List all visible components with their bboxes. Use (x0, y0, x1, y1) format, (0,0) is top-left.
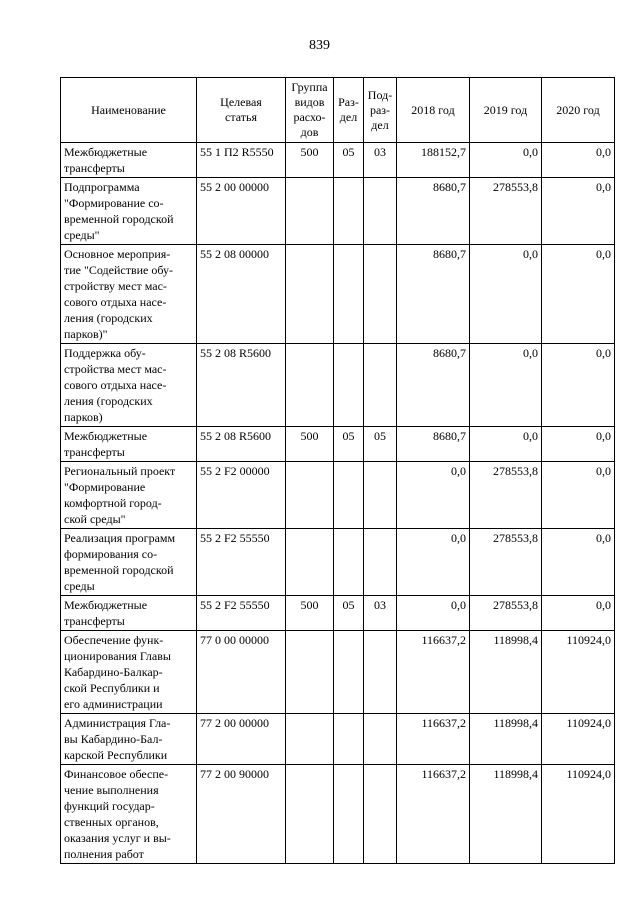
table-row (61, 765, 615, 864)
row-expense-group (286, 178, 334, 245)
row-name: Поддержка обу- стройства мест мас- сового отдыха насе- ления (городских парков) (61, 344, 197, 427)
table-row (61, 596, 615, 631)
row-target-article: 55 2 F2 55550 (197, 596, 286, 631)
row-section (334, 245, 364, 344)
row-subsection (364, 529, 397, 596)
row-value-2020: 0,0 (542, 344, 615, 427)
header-subsection: Под- раз- дел (364, 78, 397, 143)
row-section (334, 178, 364, 245)
row-expense-group (286, 714, 334, 765)
row-name: Межбюджетные трансферты (61, 596, 197, 631)
row-value-2018: 116637,2 (397, 631, 470, 714)
row-name: Основное мероприя- тие "Содействие обу- стройству мест мас- сового отдыха насе- ления (городских парков)" (61, 245, 197, 344)
row-subsection (364, 462, 397, 529)
table-body (61, 143, 615, 864)
row-value-2020: 0,0 (542, 529, 615, 596)
row-value-2019: 0,0 (470, 344, 542, 427)
row-section (334, 765, 364, 864)
row-expense-group (286, 462, 334, 529)
row-value-2018: 8680,7 (397, 344, 470, 427)
row-expense-group (286, 344, 334, 427)
header-name: Наименование (61, 78, 197, 143)
row-section (334, 344, 364, 427)
row-value-2019: 118998,4 (470, 714, 542, 765)
row-section: 05 (334, 427, 364, 462)
row-target-article: 55 2 08 R5600 (197, 427, 286, 462)
row-expense-group (286, 245, 334, 344)
row-subsection (364, 245, 397, 344)
budget-table (60, 77, 615, 864)
row-target-article: 55 2 08 R5600 (197, 344, 286, 427)
row-value-2020: 0,0 (542, 596, 615, 631)
row-target-article: 55 2 F2 00000 (197, 462, 286, 529)
table-row (61, 344, 615, 427)
page-number: 839 (309, 38, 330, 53)
row-target-article: 77 0 00 00000 (197, 631, 286, 714)
row-value-2018: 188152,7 (397, 143, 470, 178)
row-value-2020: 110924,0 (542, 765, 615, 864)
table-row (61, 714, 615, 765)
row-value-2018: 0,0 (397, 462, 470, 529)
table-row (61, 427, 615, 462)
row-expense-group: 500 (286, 143, 334, 178)
row-subsection (364, 178, 397, 245)
table-row (61, 462, 615, 529)
row-target-article: 77 2 00 00000 (197, 714, 286, 765)
header-section: Раз- дел (334, 78, 364, 143)
row-value-2018: 8680,7 (397, 245, 470, 344)
header-year-2019: 2019 год (470, 78, 542, 143)
row-expense-group (286, 765, 334, 864)
header-year-2020: 2020 год (542, 78, 615, 143)
table-row (61, 529, 615, 596)
row-expense-group (286, 631, 334, 714)
row-name: Межбюджетные трансферты (61, 143, 197, 178)
table-row (61, 178, 615, 245)
row-value-2018: 0,0 (397, 596, 470, 631)
row-section (334, 714, 364, 765)
row-value-2018: 8680,7 (397, 178, 470, 245)
row-value-2020: 0,0 (542, 178, 615, 245)
row-value-2020: 110924,0 (542, 714, 615, 765)
row-subsection: 05 (364, 427, 397, 462)
row-target-article: 55 2 08 00000 (197, 245, 286, 344)
row-value-2018: 0,0 (397, 529, 470, 596)
row-expense-group (286, 529, 334, 596)
row-section: 05 (334, 143, 364, 178)
row-subsection (364, 765, 397, 864)
row-subsection (364, 714, 397, 765)
row-value-2018: 116637,2 (397, 765, 470, 864)
row-section (334, 631, 364, 714)
row-value-2018: 116637,2 (397, 714, 470, 765)
row-subsection (364, 631, 397, 714)
row-section (334, 462, 364, 529)
row-section: 05 (334, 596, 364, 631)
row-value-2019: 278553,8 (470, 596, 542, 631)
table-row (61, 143, 615, 178)
row-value-2019: 0,0 (470, 427, 542, 462)
row-target-article: 55 2 00 00000 (197, 178, 286, 245)
row-name: Реализация программ формирования со- временной городской среды (61, 529, 197, 596)
row-value-2020: 110924,0 (542, 631, 615, 714)
row-target-article: 55 1 П2 R5550 (197, 143, 286, 178)
row-value-2020: 0,0 (542, 245, 615, 344)
header-article: Целевая статья (197, 78, 286, 143)
row-value-2018: 8680,7 (397, 427, 470, 462)
row-name: Финансовое обеспе- чение выполнения функций государ- ственных органов, оказания услуг и вы- полнения работ (61, 765, 197, 864)
row-value-2019: 118998,4 (470, 765, 542, 864)
row-value-2019: 278553,8 (470, 529, 542, 596)
row-name: Подпрограмма "Формирование со- временной городской среды" (61, 178, 197, 245)
row-target-article: 55 2 F2 55550 (197, 529, 286, 596)
table-row (61, 631, 615, 714)
row-value-2019: 278553,8 (470, 178, 542, 245)
header-year-2018: 2018 год (397, 78, 470, 143)
row-name: Администрация Гла- вы Кабардино-Бал- карской Республики (61, 714, 197, 765)
header-expense-group: Группа видов расхо- дов (286, 78, 334, 143)
row-subsection (364, 344, 397, 427)
row-name: Межбюджетные трансферты (61, 427, 197, 462)
row-subsection: 03 (364, 143, 397, 178)
row-value-2020: 0,0 (542, 427, 615, 462)
row-subsection: 03 (364, 596, 397, 631)
row-expense-group: 500 (286, 596, 334, 631)
row-name: Региональный проект "Формирование комфортной город- ской среды" (61, 462, 197, 529)
header-row (61, 78, 615, 143)
row-name: Обеспечение функ- ционирования Главы Кабардино-Балкар- ской Республики и его администрации (61, 631, 197, 714)
row-target-article: 77 2 00 90000 (197, 765, 286, 864)
row-value-2020: 0,0 (542, 143, 615, 178)
table-row (61, 245, 615, 344)
row-value-2019: 118998,4 (470, 631, 542, 714)
row-value-2019: 278553,8 (470, 462, 542, 529)
row-section (334, 529, 364, 596)
row-value-2019: 0,0 (470, 143, 542, 178)
row-expense-group: 500 (286, 427, 334, 462)
row-value-2019: 0,0 (470, 245, 542, 344)
row-value-2020: 0,0 (542, 462, 615, 529)
